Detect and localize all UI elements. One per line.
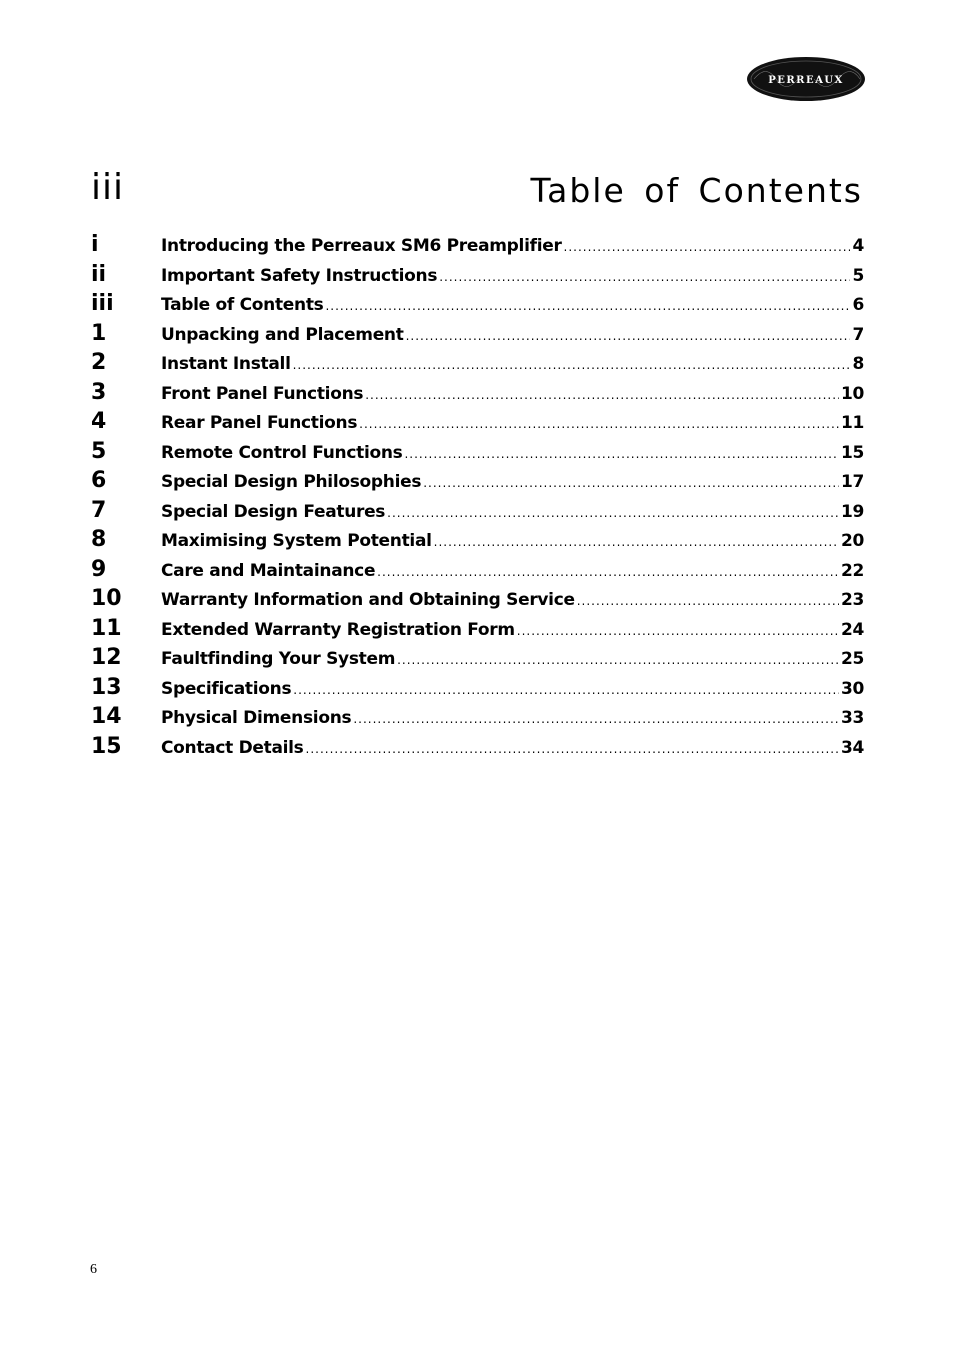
toc-entry[interactable] xyxy=(91,645,864,675)
dot-leader xyxy=(439,270,850,284)
toc-entry-title: Unpacking and Placement xyxy=(161,324,404,345)
dot-leader xyxy=(325,299,850,313)
toc-entry[interactable] xyxy=(91,586,864,616)
toc-entry-page: 25 xyxy=(840,649,864,669)
toc-entry[interactable] xyxy=(91,616,864,646)
toc-entry-page: 22 xyxy=(840,560,864,581)
dot-leader xyxy=(406,329,851,343)
toc-entry-number: 14 xyxy=(91,704,122,729)
dot-leader xyxy=(397,653,839,667)
perreaux-logo xyxy=(746,56,866,102)
toc-entry-page: 34 xyxy=(840,737,864,758)
toc-entry[interactable] xyxy=(91,321,864,351)
toc-entry[interactable] xyxy=(91,527,864,557)
toc-entry-title: Special Design Philosophies xyxy=(161,472,422,492)
toc-entry[interactable] xyxy=(91,675,864,705)
toc-entry-page: 8 xyxy=(852,354,864,374)
toc-entry-title: Contact Details xyxy=(161,737,304,758)
toc-entry-title: Important Safety Instructions xyxy=(161,265,438,286)
toc-entry-number: 8 xyxy=(91,527,107,552)
toc-entry-number: i xyxy=(91,232,99,257)
dot-leader xyxy=(293,358,851,372)
toc-entry-page: 10 xyxy=(840,383,864,404)
toc-entry[interactable] xyxy=(91,232,864,262)
svg-text:PERREAUX: PERREAUX xyxy=(768,75,844,86)
toc-entry-number: 12 xyxy=(91,645,122,670)
toc-entry-number: 15 xyxy=(91,733,122,759)
dot-leader xyxy=(359,417,839,431)
toc-entry-page: 15 xyxy=(840,442,864,463)
page-number: 6 xyxy=(90,1262,97,1277)
toc-entry-title: Physical Dimensions xyxy=(161,708,352,728)
toc-entry[interactable] xyxy=(91,704,864,734)
table-of-contents xyxy=(91,232,864,763)
toc-entry[interactable] xyxy=(91,291,864,321)
toc-entry-title: Front Panel Functions xyxy=(161,383,364,404)
toc-entry[interactable] xyxy=(91,734,864,764)
toc-entry-title: Table of Contents xyxy=(161,295,324,315)
toc-entry-title: Specifications xyxy=(161,678,292,699)
toc-entry-number: 10 xyxy=(91,586,122,611)
toc-entry-number: 7 xyxy=(91,497,107,523)
toc-entry-page: 5 xyxy=(852,265,864,286)
dot-leader xyxy=(353,712,839,726)
chapter-number: iii xyxy=(91,167,125,208)
toc-entry-number: ii xyxy=(91,261,107,287)
toc-entry-number: 13 xyxy=(91,674,122,700)
toc-entry-page: 19 xyxy=(840,501,864,522)
dot-leader xyxy=(517,624,839,638)
toc-entry-page: 11 xyxy=(840,413,864,433)
toc-entry-number: 2 xyxy=(91,350,107,375)
toc-entry-title: Instant Install xyxy=(161,354,291,374)
toc-entry-number: 4 xyxy=(91,409,107,434)
dot-leader xyxy=(577,594,839,608)
dot-leader xyxy=(564,240,851,254)
toc-entry-page: 30 xyxy=(840,678,864,699)
toc-entry-page: 24 xyxy=(840,619,864,640)
toc-entry-number: 9 xyxy=(91,556,107,582)
toc-entry-page: 17 xyxy=(840,472,864,492)
toc-entry[interactable] xyxy=(91,468,864,498)
toc-entry-page: 6 xyxy=(852,295,864,315)
toc-entry[interactable] xyxy=(91,262,864,292)
dot-leader xyxy=(404,447,838,461)
toc-entry-title: Faultfinding Your System xyxy=(161,649,396,669)
toc-entry-page: 23 xyxy=(840,590,864,610)
toc-entry-title: Introducing the Perreaux SM6 Preamplifier xyxy=(161,236,562,256)
toc-entry-title: Special Design Features xyxy=(161,501,386,522)
toc-entry-title: Care and Maintainance xyxy=(161,560,376,581)
toc-entry-page: 33 xyxy=(840,708,864,728)
toc-entry[interactable] xyxy=(91,498,864,528)
dot-leader xyxy=(365,388,839,402)
toc-entry-number: 11 xyxy=(91,615,122,641)
toc-entry-title: Warranty Information and Obtaining Service xyxy=(161,590,575,610)
page-title: Table of Contents xyxy=(530,171,863,210)
dot-leader xyxy=(306,742,839,756)
dot-leader xyxy=(423,476,839,490)
toc-entry-title: Rear Panel Functions xyxy=(161,413,358,433)
dot-leader xyxy=(377,565,839,579)
toc-entry[interactable] xyxy=(91,439,864,469)
toc-entry-number: 3 xyxy=(91,379,107,405)
toc-entry-title: Extended Warranty Registration Form xyxy=(161,619,515,640)
toc-entry[interactable] xyxy=(91,350,864,380)
toc-entry-number: 5 xyxy=(91,438,107,464)
toc-entry-page: 4 xyxy=(852,236,864,256)
toc-entry-page: 20 xyxy=(840,531,864,551)
toc-entry-title: Remote Control Functions xyxy=(161,442,403,463)
dot-leader xyxy=(434,535,839,549)
toc-entry-number: 6 xyxy=(91,468,107,493)
dot-leader xyxy=(293,683,839,697)
toc-entry-number: iii xyxy=(91,291,114,316)
toc-entry-number: 1 xyxy=(91,320,107,346)
toc-entry[interactable] xyxy=(91,557,864,587)
toc-entry[interactable] xyxy=(91,380,864,410)
dot-leader xyxy=(387,506,839,520)
toc-entry-title: Maximising System Potential xyxy=(161,531,432,551)
toc-entry[interactable] xyxy=(91,409,864,439)
toc-entry-page: 7 xyxy=(852,324,864,345)
